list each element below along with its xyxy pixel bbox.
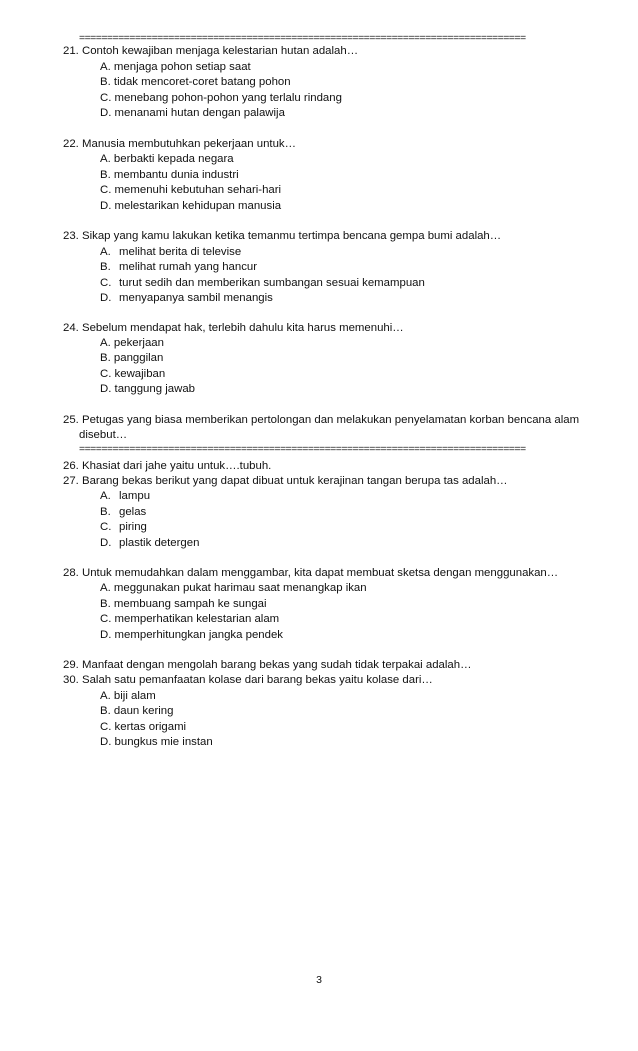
option-text: piring: [119, 521, 147, 533]
q28-option-b: B. membuang sampah ke sungai: [100, 598, 267, 610]
question-27: 27. Barang bekas berikut yang dapat dibuat untuk kerajinan tangan berupa tas adalah…: [63, 475, 508, 487]
q23-option-a: [100, 245, 241, 259]
question-30: 30. Salah satu pemanfaatan kolase dari barang bekas yaitu kolase dari…: [63, 674, 433, 686]
q28-option-c: C. memperhatikan kelestarian alam: [100, 613, 280, 625]
question-25-line-1: 25. Petugas yang biasa memberikan pertolongan dan melakukan penyelamatan korban bencana alam: [63, 414, 580, 426]
q22-option-d: D. melestarikan kehidupan manusia: [100, 200, 282, 212]
separator-middle: ================================================================================: [79, 443, 526, 455]
question-28: 28. Untuk memudahkan dalam menggambar, kita dapat membuat sketsa dengan menggunakan…: [63, 567, 559, 579]
question-25-line-2: disebut…: [79, 429, 128, 441]
option-letter: A.: [100, 246, 111, 258]
question-21: 21. Contoh kewajiban menjaga kelestarian hutan adalah…: [63, 45, 359, 57]
option-text: turut sedih dan memberikan sumbangan sesuai kemampuan: [119, 277, 425, 289]
q27-option-c: [100, 520, 147, 534]
q24-option-d: D. tanggung jawab: [100, 383, 195, 395]
option-text: plastik detergen: [119, 537, 200, 549]
q21-option-d: D. menanami hutan dengan palawija: [100, 107, 285, 119]
q24-option-c: C. kewajiban: [100, 368, 166, 380]
q23-option-b: [100, 260, 257, 274]
q24-option-a: A. pekerjaan: [100, 337, 164, 349]
q23-option-d: [100, 291, 273, 305]
q27-option-b: [100, 505, 146, 519]
separator-top: ================================================================================: [79, 32, 526, 44]
option-text: lampu: [119, 490, 151, 502]
q30-option-c: C. kertas origami: [100, 721, 187, 733]
option-letter: D.: [100, 292, 112, 304]
q30-option-b: B. daun kering: [100, 705, 174, 717]
option-letter: D.: [100, 537, 112, 549]
q23-option-c: [100, 276, 425, 290]
q22-option-a: A. berbakti kepada negara: [100, 153, 234, 165]
question-24: 24. Sebelum mendapat hak, terlebih dahulu kita harus memenuhi…: [63, 322, 404, 334]
q27-option-a: [100, 489, 150, 503]
q30-option-d: D. bungkus mie instan: [100, 736, 213, 748]
option-text: melihat rumah yang hancur: [119, 261, 258, 273]
option-letter: C.: [100, 521, 112, 533]
q27-option-d: [100, 536, 199, 550]
q21-option-b: B. tidak mencoret-coret batang pohon: [100, 76, 291, 88]
q22-option-c: C. memenuhi kebutuhan sehari-hari: [100, 184, 282, 196]
question-29: 29. Manfaat dengan mengolah barang bekas yang sudah tidak terpakai adalah…: [63, 659, 472, 671]
q22-option-b: B. membantu dunia industri: [100, 169, 239, 181]
q28-option-a: A. meggunakan pukat harimau saat menangkap ikan: [100, 582, 367, 594]
option-text: gelas: [119, 506, 147, 518]
question-22: 22. Manusia membutuhkan pekerjaan untuk…: [63, 138, 297, 150]
q24-option-b: B. panggilan: [100, 352, 164, 364]
option-letter: C.: [100, 277, 112, 289]
option-letter: A.: [100, 490, 111, 502]
option-letter: B.: [100, 506, 111, 518]
q30-option-a: A. biji alam: [100, 690, 156, 702]
q28-option-d: D. memperhitungkan jangka pendek: [100, 629, 283, 641]
question-23: 23. Sikap yang kamu lakukan ketika temanmu tertimpa bencana gempa bumi adalah…: [63, 230, 502, 242]
q21-option-c: C. menebang pohon-pohon yang terlalu rindang: [100, 92, 342, 104]
option-text: melihat berita di televise: [119, 246, 242, 258]
q21-option-a: A. menjaga pohon setiap saat: [100, 61, 251, 73]
page-number: 3: [316, 974, 322, 986]
option-letter: B.: [100, 261, 111, 273]
option-text: menyapanya sambil menangis: [119, 292, 273, 304]
question-26: 26. Khasiat dari jahe yaitu untuk….tubuh.: [63, 460, 272, 472]
